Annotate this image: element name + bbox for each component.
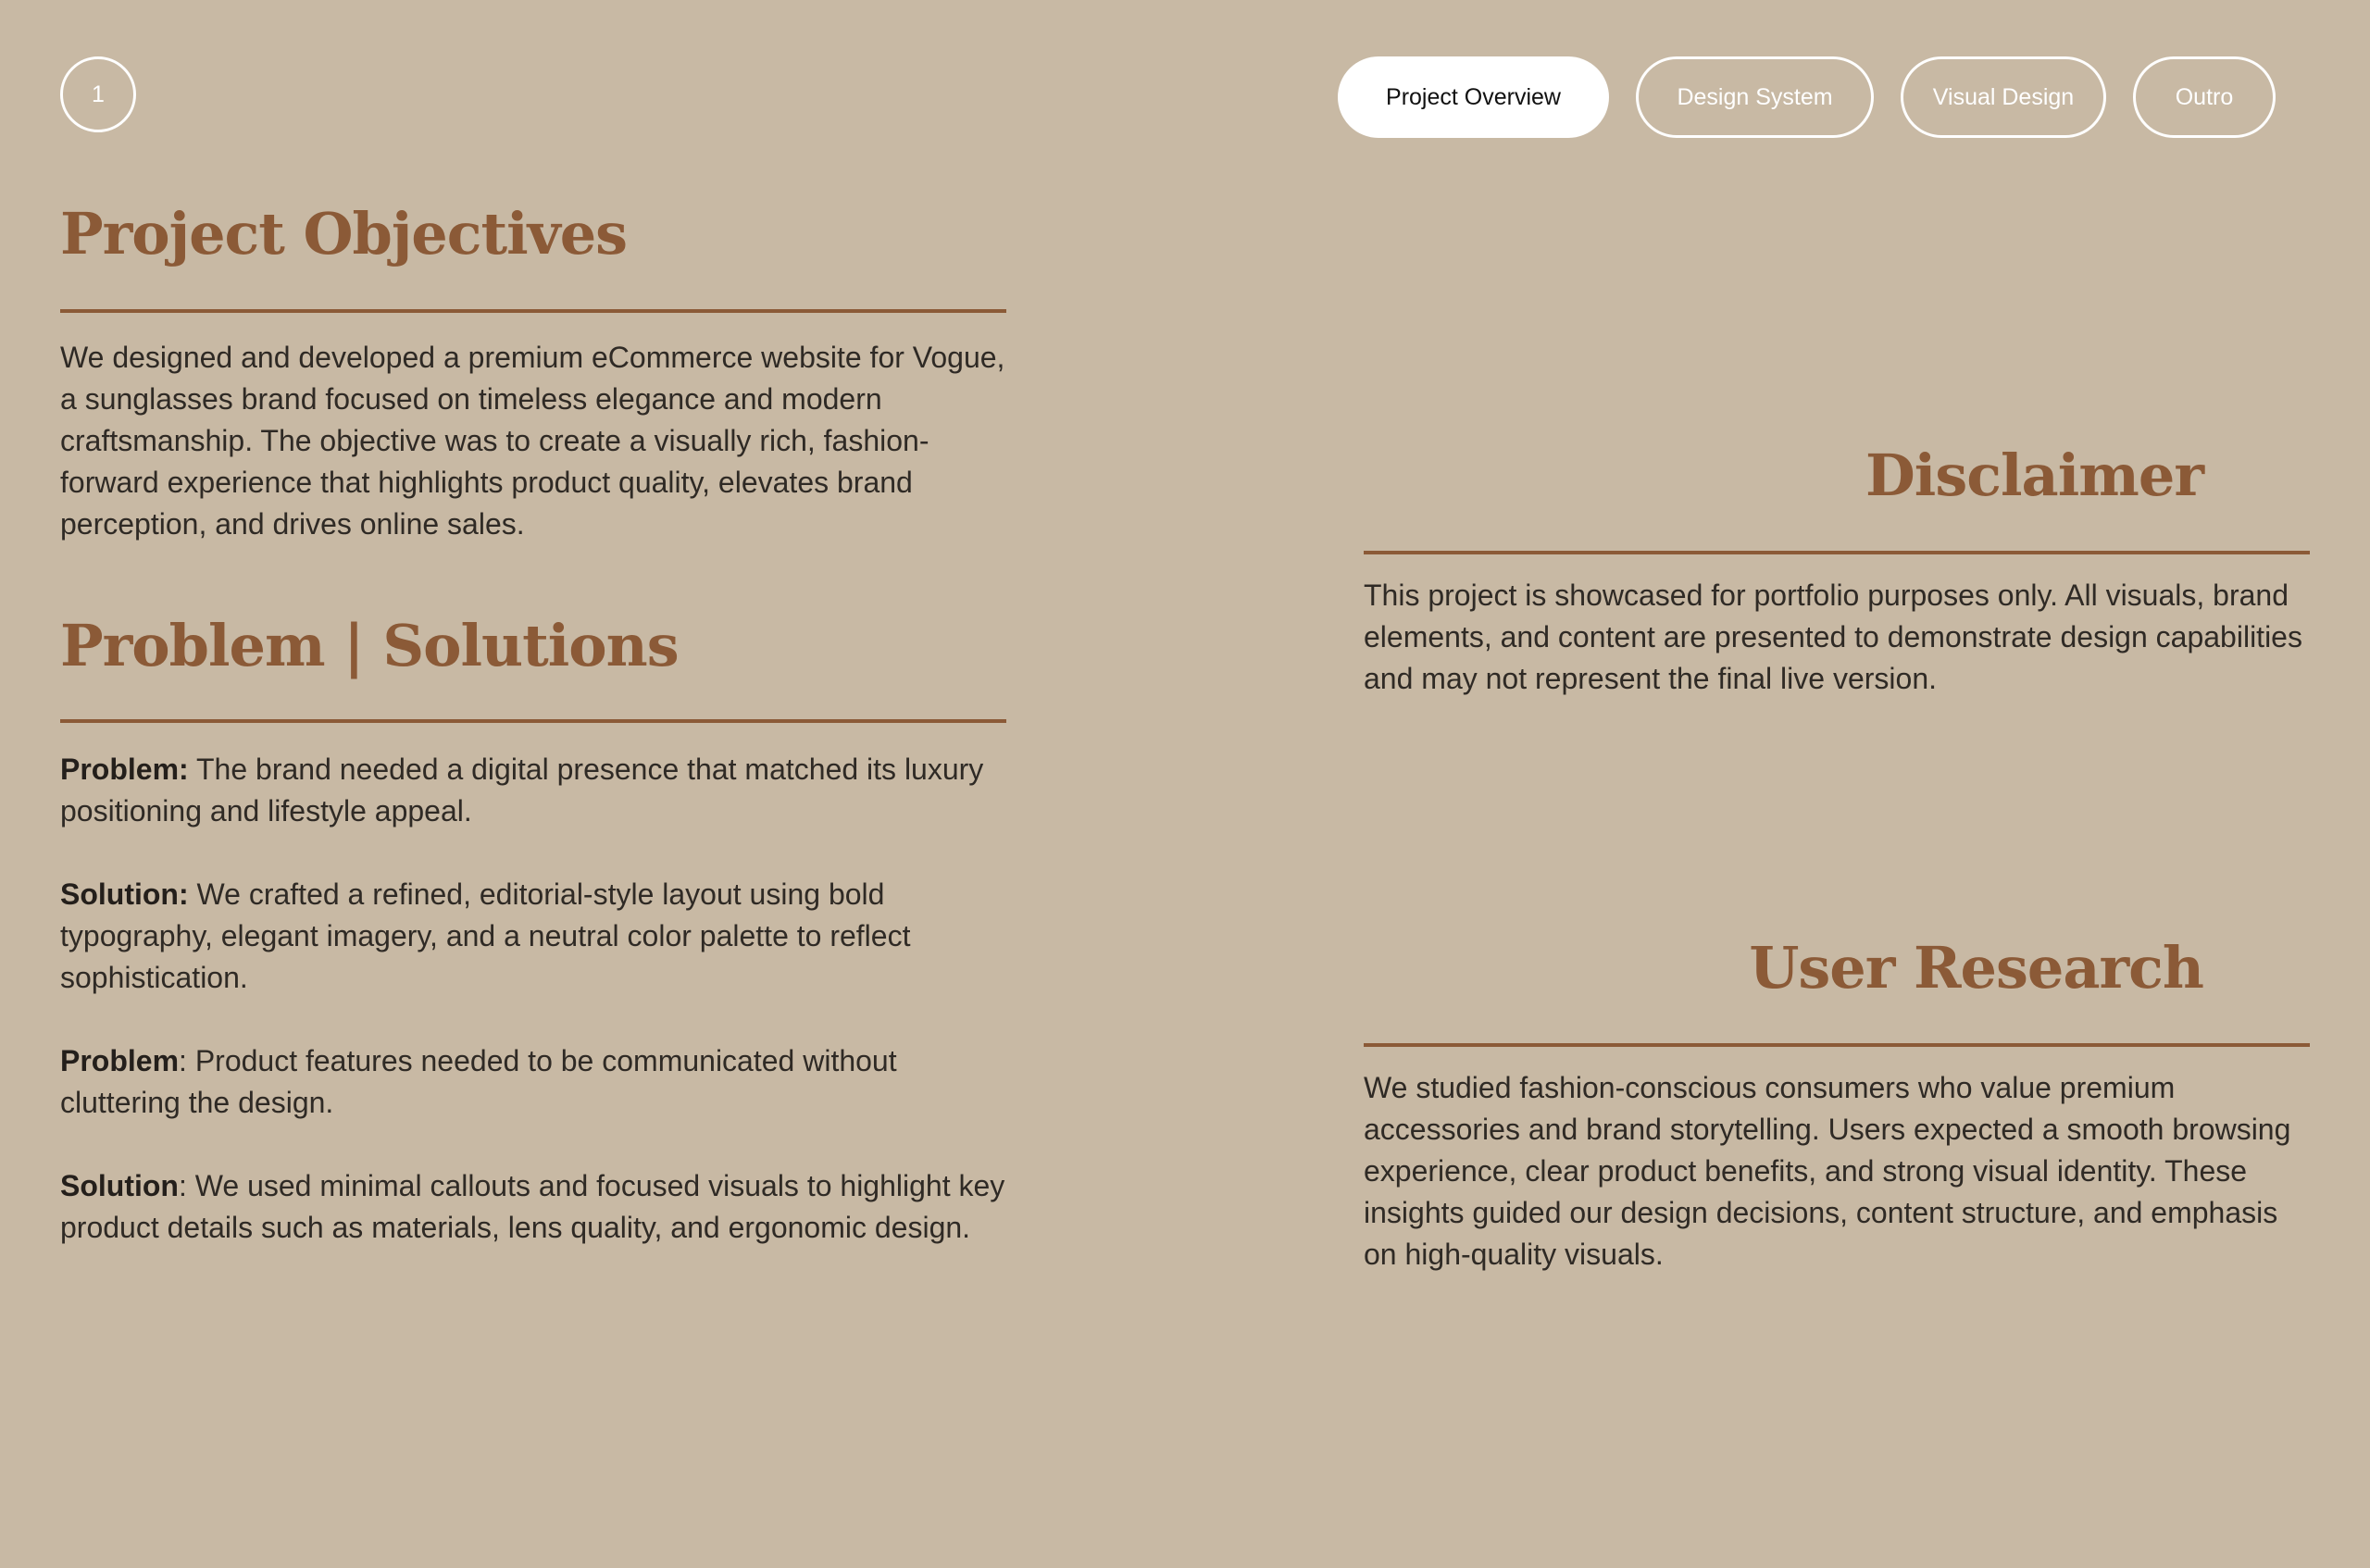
user-research-title: User Research — [1749, 934, 2203, 1002]
user-research-divider — [1364, 1043, 2310, 1047]
top-nav — [1338, 56, 2276, 138]
disclaimer-divider — [1364, 551, 2310, 554]
objectives-divider — [60, 309, 1006, 313]
problem-item — [60, 1040, 1006, 1124]
user-research-body: We studied fashion-conscious consumers who value premium accessories and brand storytelling. Users expected a smooth browsing experience, clear product benefits, and strong visual identity. These insights guided our design decisions, content structure, and emphasis on high-quality visuals. — [1364, 1071, 2291, 1271]
objectives-body: We designed and developed a premium eCommerce website for Vogue, a sunglasses brand focused on timeless elegance and modern craftsmanship. The objective was to create a visually rich, fashion-forward experience that highlights product quality, elevates brand perception, and drives online sales. — [60, 341, 1005, 541]
disclaimer-body: This project is showcased for portfolio purposes only. All visuals, brand elements, and content are presented to demonstrate design capabilities and may not represent the final live version. — [1364, 579, 2302, 695]
user-research-section — [1364, 934, 2310, 1276]
problem-label: Problem: — [60, 753, 189, 786]
disclaimer-title: Disclaimer — [1865, 442, 2203, 509]
nav-tab-outro[interactable]: Outro — [2133, 56, 2276, 138]
nav-tab-design-system[interactable]: Design System — [1636, 56, 1874, 138]
solution-label: Solution — [60, 1169, 179, 1202]
objectives-section — [60, 200, 1006, 545]
solution-text: We crafted a refined, editorial-style layout using bold typography, elegant imagery, and a neutral color palette to reflect sophistication. — [60, 877, 911, 994]
solution-item — [60, 874, 1006, 999]
problem-label: Problem — [60, 1044, 180, 1077]
problem-solutions-section — [60, 612, 1006, 1249]
solution-text: : We used minimal callouts and focused visuals to highlight key product details such as materials, lens quality, and ergonomic design. — [60, 1169, 1005, 1244]
problem-item — [60, 749, 1006, 832]
problem-text: : Product features needed to be communicated without cluttering the design. — [60, 1044, 897, 1119]
problem-solutions-title: Problem | Solutions — [60, 612, 679, 679]
objectives-title: Project Objectives — [60, 200, 628, 268]
problem-solutions-divider — [60, 719, 1006, 723]
solution-item — [60, 1165, 1006, 1249]
disclaimer-section — [1364, 442, 2310, 700]
nav-tab-visual-design[interactable]: Visual Design — [1901, 56, 2106, 138]
nav-tab-project-overview[interactable]: Project Overview — [1338, 56, 1609, 138]
solution-label: Solution: — [60, 877, 189, 911]
problem-text: The brand needed a digital presence that matched its luxury positioning and lifestyle appeal. — [60, 753, 984, 828]
page-number-badge: 1 — [60, 56, 136, 132]
